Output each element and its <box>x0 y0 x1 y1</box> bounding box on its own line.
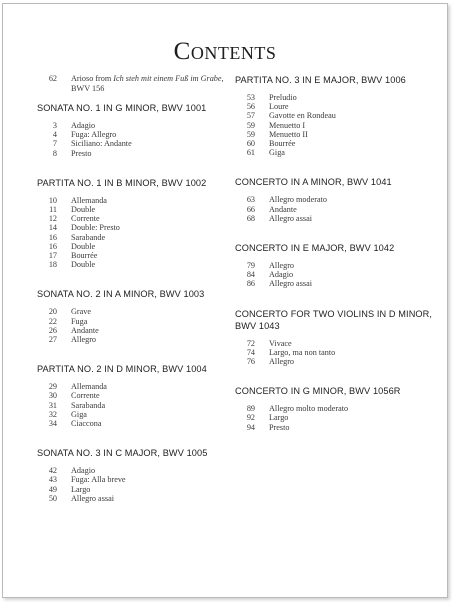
toc-section <box>235 308 435 367</box>
entry-page-number: 53 <box>246 93 255 102</box>
toc-section <box>37 177 237 270</box>
toc-entry <box>37 121 237 130</box>
entry-page-number: 72 <box>246 338 255 348</box>
entry-list <box>37 196 237 270</box>
entry-title: Grave <box>71 307 92 317</box>
entry-page-number: 3 <box>52 121 57 130</box>
toc-entry <box>37 233 237 242</box>
toc-entry <box>235 270 435 279</box>
entry-page-number: 42 <box>48 466 57 476</box>
entry-page-number: 12 <box>48 214 57 224</box>
toc-entry <box>235 423 435 432</box>
entry-title: Presto <box>71 148 92 158</box>
toc-entry <box>37 251 237 260</box>
toc-entry <box>37 307 237 316</box>
section-heading: CONCERTO IN A MINOR, BWV 1041 <box>235 177 392 188</box>
toc-section <box>235 74 435 157</box>
entry-list <box>37 382 237 428</box>
entry-title: Giga <box>71 409 87 419</box>
section-heading: SONATA NO. 1 IN G MINOR, BWV 1001 <box>37 103 207 113</box>
intro-entry <box>37 74 237 94</box>
entry-title: Menuetto I <box>269 120 306 130</box>
entry-title: Fuga: Alla breve <box>71 475 126 485</box>
toc-entry <box>37 205 237 214</box>
toc-entry <box>37 410 237 419</box>
entry-title: Sarabanda <box>71 400 106 410</box>
entry-list <box>37 121 237 158</box>
toc-section <box>37 447 237 503</box>
entry-title: Allemanda <box>71 382 107 392</box>
toc-entry <box>235 279 435 288</box>
entry-page-number: 34 <box>48 419 57 429</box>
entry-page-number: 32 <box>48 409 57 419</box>
entry-page-number: 20 <box>48 307 57 317</box>
toc-entry <box>235 339 435 348</box>
section-heading: SONATA NO. 2 IN A MINOR, BWV 1003 <box>37 289 205 300</box>
entry-title: Preludio <box>269 93 297 102</box>
entry-page-number: 57 <box>246 111 255 121</box>
entry-page-number: 11 <box>49 205 57 215</box>
toc-section <box>37 102 237 158</box>
page-title: Contents <box>173 38 277 65</box>
toc-entry <box>235 111 435 120</box>
entry-page-number: 8 <box>52 148 57 158</box>
entry-title: Largo <box>71 484 91 494</box>
toc-section <box>235 385 435 432</box>
toc-entry <box>37 223 237 232</box>
toc-entry <box>37 149 237 158</box>
entry-title: Allegro assai <box>269 279 312 289</box>
right-column <box>235 74 435 451</box>
entry-title: Giga <box>269 148 285 158</box>
toc-entry <box>235 413 435 422</box>
section-heading: PARTITA NO. 1 IN B MINOR, BWV 1002 <box>37 177 207 188</box>
entry-title: Gavotte en Rondeau <box>269 111 336 121</box>
toc-section <box>235 176 435 223</box>
toc-entry <box>235 102 435 111</box>
entry-title: Adagio <box>71 121 96 130</box>
entry-page-number: 61 <box>246 148 255 158</box>
entry-page-number: 17 <box>48 251 57 261</box>
entry-page-number: 74 <box>246 347 255 357</box>
entry-title: Andante <box>71 325 99 335</box>
toc-entry <box>37 494 237 503</box>
entry-title: Allegro molto moderato <box>269 404 349 414</box>
entry-list <box>37 466 237 503</box>
entry-page-number: 29 <box>48 382 57 392</box>
toc-entry <box>37 214 237 223</box>
entry-title: Presto <box>269 422 290 432</box>
entry-page-number: 14 <box>48 223 57 233</box>
entry-title: Allegro <box>269 357 295 367</box>
entry-page-number: 62 <box>48 74 57 83</box>
entry-list <box>235 93 435 157</box>
toc-entry <box>235 148 435 157</box>
entry-title: Ciaccona <box>71 419 102 429</box>
toc-section <box>37 363 237 428</box>
entry-title: Fuga <box>71 316 88 326</box>
entry-page-number: 59 <box>246 120 255 130</box>
entry-page-number: 22 <box>48 316 57 326</box>
entry-title: Loure <box>269 102 289 112</box>
entry-title: Allegro moderato <box>269 195 327 205</box>
entry-page-number: 30 <box>48 391 57 401</box>
entry-title: Double: Presto <box>71 223 120 233</box>
entry-page-number: 10 <box>48 195 57 205</box>
toc-section <box>235 242 435 289</box>
toc-entry <box>235 348 435 357</box>
entry-page-number: 18 <box>48 260 57 270</box>
toc-entry <box>37 401 237 410</box>
entry-page-number: 66 <box>246 204 255 214</box>
entry-page-number: 79 <box>246 261 255 271</box>
entry-title: Double <box>71 241 96 251</box>
entry-page-number: 16 <box>48 241 57 251</box>
toc-entry <box>37 326 237 335</box>
toc-entry <box>235 139 435 148</box>
toc-entry <box>37 242 237 251</box>
entry-title: Allemanda <box>71 195 107 205</box>
entry-title: Sarabande <box>71 232 106 242</box>
entry-page-number: 16 <box>48 232 57 242</box>
entry-list <box>235 404 435 432</box>
toc-entry <box>37 485 237 494</box>
entry-title: Double <box>71 205 96 215</box>
entry-page-number: 89 <box>246 404 255 414</box>
entry-title: Allegro assai <box>269 213 312 223</box>
entry-title: Menuetto II <box>269 129 308 139</box>
toc-entry <box>37 196 237 205</box>
section-heading: PARTITA NO. 2 IN D MINOR, BWV 1004 <box>37 364 207 375</box>
entry-title: Allegro <box>269 261 295 271</box>
entry-page-number: 49 <box>48 484 57 494</box>
toc-entry <box>37 466 237 475</box>
entry-title: Allegro assai <box>71 493 114 503</box>
entry-page-number: 59 <box>246 129 255 139</box>
entry-list <box>235 195 435 223</box>
entry-title: Siciliano: Andante <box>71 139 132 149</box>
section-heading: CONCERTO FOR TWO VIOLINS IN D MINOR, BWV 1043 <box>235 308 433 331</box>
entry-list <box>235 261 435 289</box>
entry-title: Corrente <box>71 214 100 224</box>
entry-page-number: 68 <box>246 213 255 223</box>
toc-entry <box>235 93 435 102</box>
entry-page-number: 94 <box>246 422 255 432</box>
entry-title: Largo, ma non tanto <box>269 347 336 357</box>
entry-title: Adagio <box>269 270 294 280</box>
toc-entry <box>37 139 237 148</box>
entry-page-number: 63 <box>246 195 255 205</box>
entry-title: Allegro <box>71 335 97 345</box>
entry-title: Double <box>71 260 96 270</box>
entry-page-number: 56 <box>246 102 255 112</box>
entry-title: Adagio <box>71 466 96 476</box>
left-column <box>37 74 237 522</box>
section-heading: PARTITA NO. 3 IN E MAJOR, BWV 1006 <box>235 75 406 85</box>
entry-list <box>37 307 237 344</box>
toc-entry <box>235 214 435 223</box>
entry-page-number: 84 <box>246 270 255 280</box>
entry-page-number: 86 <box>246 279 255 289</box>
toc-section <box>37 288 237 344</box>
toc-entry <box>37 382 237 391</box>
entry-page-number: 4 <box>52 130 57 140</box>
entry-title: Bourrée <box>269 139 296 149</box>
entry-page-number: 26 <box>48 325 57 335</box>
entry-page-number: 43 <box>48 475 57 485</box>
entry-page-number: 27 <box>48 335 57 345</box>
toc-entry <box>235 205 435 214</box>
entry-page-number: 60 <box>246 139 255 149</box>
toc-entry <box>37 475 237 484</box>
entry-title: Bourrée <box>71 251 98 261</box>
toc-entry <box>37 419 237 428</box>
toc-entry <box>235 261 435 270</box>
section-heading: SONATA NO. 3 IN C MAJOR, BWV 1005 <box>37 448 208 459</box>
entry-title: Arioso from Ich steh mit einem Fuß im Grabe, BWV 156 <box>71 74 224 93</box>
document-page <box>2 3 448 598</box>
entry-title: Vivace <box>269 338 292 348</box>
toc-entry <box>37 391 237 400</box>
entry-page-number: 31 <box>48 400 57 410</box>
section-heading: CONCERTO IN E MAJOR, BWV 1042 <box>235 243 395 254</box>
entry-title: Fuga: Allegro <box>71 130 117 140</box>
entry-title: Corrente <box>71 391 100 401</box>
section-heading: CONCERTO IN G MINOR, BWV 1056R <box>235 386 401 397</box>
toc-entry <box>235 404 435 413</box>
toc-entry <box>37 130 237 139</box>
entry-page-number: 92 <box>246 413 255 423</box>
entry-page-number: 7 <box>52 139 57 149</box>
toc-entry <box>37 317 237 326</box>
entry-page-number: 50 <box>48 493 57 503</box>
entry-title: Largo <box>269 413 289 423</box>
toc-entry <box>235 195 435 204</box>
toc-entry <box>37 260 237 269</box>
toc-entry <box>235 357 435 366</box>
entry-page-number: 76 <box>246 357 255 367</box>
toc-entry <box>235 130 435 139</box>
toc-entry <box>235 121 435 130</box>
entry-title: Andante <box>269 204 297 214</box>
toc-entry <box>37 335 237 344</box>
entry-list <box>235 339 435 367</box>
